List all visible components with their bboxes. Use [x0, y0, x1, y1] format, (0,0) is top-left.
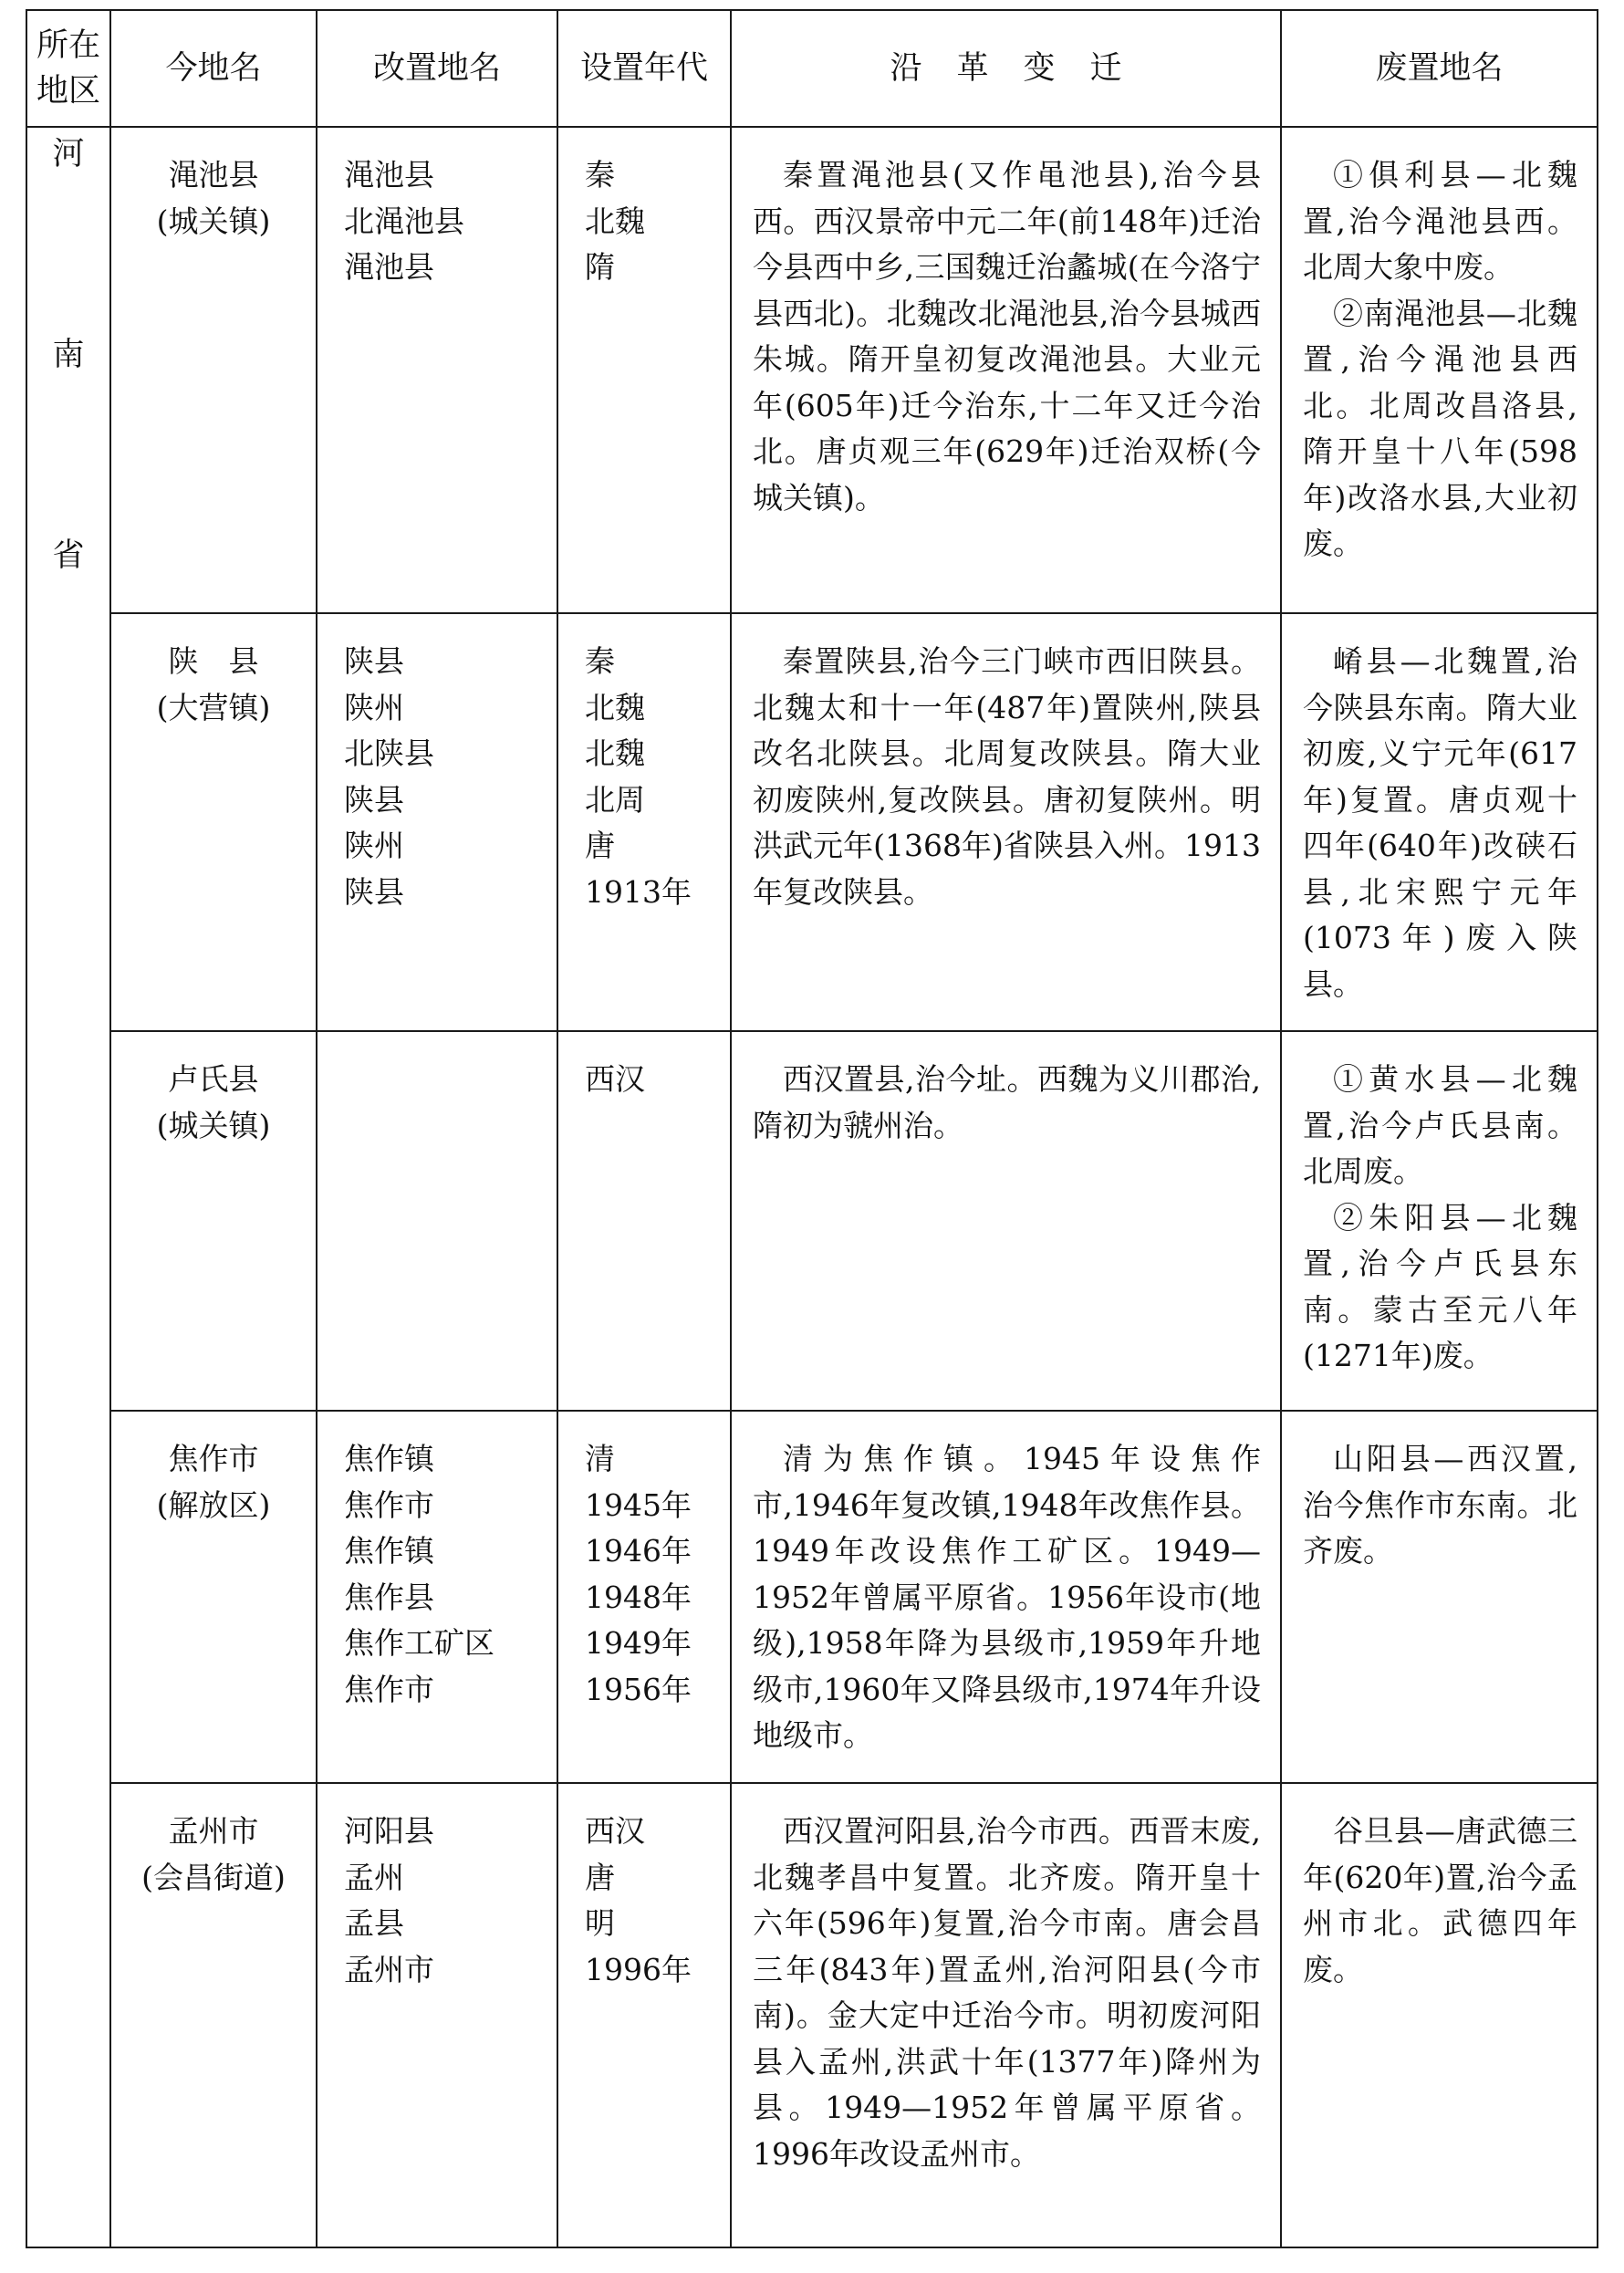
- renamed-item: 焦作工矿区: [344, 1625, 494, 1661]
- established-item: 1945年: [585, 1486, 692, 1523]
- region-char: 河: [52, 136, 85, 172]
- header-renamed: [317, 10, 557, 127]
- renamed-cell: [317, 613, 557, 1031]
- region-cell: [26, 127, 110, 2247]
- renamed-item: 渑池县: [344, 157, 434, 193]
- renamed-item: 焦作镇: [344, 1441, 434, 1476]
- history-cell: [731, 613, 1281, 1031]
- current-name: 陕 县: [168, 643, 259, 679]
- abolished-item: ②朱阳县—北魏置,治今卢氏县东南。蒙古至元八年(1271年)废。: [1303, 1199, 1577, 1373]
- established-item: 北周: [585, 781, 645, 818]
- header-region: [26, 10, 110, 127]
- renamed-item: 焦作县: [344, 1579, 434, 1615]
- renamed-item: 孟县: [344, 1905, 404, 1941]
- current-name-cell: [110, 1783, 317, 2247]
- established-item: 北魏: [585, 735, 645, 771]
- renamed-item: 渑池县: [344, 249, 434, 285]
- established-item: 1948年: [585, 1579, 692, 1615]
- established-item: 唐: [585, 828, 615, 863]
- abolished-item: 山阳县—西汉置,治今焦作市东南。北齐废。: [1303, 1441, 1577, 1569]
- table-row: [26, 613, 1598, 1031]
- region-char: 南: [52, 337, 85, 373]
- header-established: [557, 10, 731, 127]
- abolished-item: ②南渑池县—北魏置,治今渑池县西北。北周改昌洛县,隋开皇十八年(598年)改洛水县,大业初废。: [1303, 295, 1577, 561]
- renamed-item: 焦作镇: [344, 1533, 434, 1569]
- history-text: 西汉置河阳县,治今市西。西晋末废,北魏孝昌中复置。北齐废。隋开皇十六年(596年)复置,治今市南。唐会昌三年(843年)置孟州,治河阳县(今市南)。金大定中迁治今市。明初废河阳县入孟州,洪武十年(1377年)降州为县。1949—1952年曾属平原省。1996年改设孟州市。: [753, 1813, 1261, 2172]
- header-region-line2: 地区: [36, 73, 100, 109]
- renamed-item: 河阳县: [344, 1813, 434, 1849]
- renamed-item: 陕县: [344, 781, 404, 818]
- abolished-item: 谷旦县—唐武德三年(620年)置,治今孟州市北。武德四年废。: [1303, 1813, 1577, 1987]
- table-row: [26, 1783, 1598, 2247]
- renamed-cell: [317, 1411, 557, 1783]
- renamed-item: 陕县: [344, 873, 404, 910]
- header-current-name-text: 今地名: [165, 50, 262, 87]
- established-cell: [557, 1031, 731, 1411]
- abolished-item: 崤县—北魏置,治今陕县东南。隋大业初废,义宁元年(617年)复置。唐贞观十四年(640年)改硖石县,北宋熙宁元年(1073年)废入陕县。: [1303, 643, 1577, 1002]
- history-text: 西汉置县,治今址。西魏为义川郡治,隋初为虢州治。: [753, 1061, 1261, 1143]
- history-cell: [731, 127, 1281, 613]
- established-cell: [557, 1783, 731, 2247]
- table-row: [26, 127, 1598, 613]
- region-char: 省: [52, 537, 85, 574]
- renamed-item: 陕县: [344, 643, 404, 679]
- current-seat: (大营镇): [156, 689, 271, 725]
- header-abolished-text: 废置地名: [1375, 50, 1504, 87]
- established-item: 1956年: [585, 1671, 692, 1707]
- renamed-item: 北陕县: [344, 735, 434, 771]
- header-established-text: 设置年代: [579, 50, 708, 87]
- header-renamed-text: 改置地名: [372, 50, 501, 87]
- header-region-line1: 所在: [36, 27, 100, 64]
- renamed-cell: [317, 127, 557, 613]
- established-item: 明: [585, 1905, 615, 1941]
- established-item: 秦: [585, 643, 615, 679]
- established-cell: [557, 1411, 731, 1783]
- current-name-cell: [110, 127, 317, 613]
- current-seat: (城关镇): [156, 203, 271, 239]
- established-item: 1946年: [585, 1533, 692, 1569]
- renamed-cell: [317, 1783, 557, 2247]
- established-cell: [557, 127, 731, 613]
- header-history-text: 沿革变迁: [890, 50, 1157, 87]
- abolished-item: ①黄水县—北魏置,治今卢氏县南。北周废。: [1303, 1061, 1577, 1189]
- established-item: 1996年: [585, 1951, 692, 1987]
- abolished-cell: [1281, 613, 1598, 1031]
- established-item: 北魏: [585, 203, 645, 239]
- established-item: 清: [585, 1441, 615, 1476]
- renamed-item: 焦作市: [344, 1671, 434, 1707]
- abolished-cell: [1281, 1783, 1598, 2247]
- history-cell: [731, 1783, 1281, 2247]
- current-name-cell: [110, 1031, 317, 1411]
- current-name: 孟州市: [168, 1813, 259, 1849]
- history-text: 秦置渑池县(又作黾池县),治今县西。西汉景帝中元二年(前148年)迁治今县西中乡,三国魏迁治蠡城(在今洛宁县西北)。北魏改北渑池县,治今县城西朱城。隋开皇初复改渑池县。大业元年(605年)迁今治东,十二年又迁今治北。唐贞观三年(629年)迁治双桥(今城关镇)。: [753, 157, 1261, 516]
- current-name: 焦作市: [168, 1441, 259, 1476]
- history-text: 清为焦作镇。1945年设焦作市,1946年复改镇,1948年改焦作县。1949年改设焦作工矿区。1949—1952年曾属平原省。1956年设市(地级),1958年降为县级市,1959年升地级市,1960年又降县级市,1974年升设地级市。: [753, 1441, 1261, 1753]
- established-item: 1949年: [585, 1625, 692, 1661]
- established-item: 西汉: [585, 1813, 645, 1849]
- renamed-item: 焦作市: [344, 1486, 434, 1523]
- history-cell: [731, 1411, 1281, 1783]
- history-cell: [731, 1031, 1281, 1411]
- current-seat: (解放区): [156, 1486, 271, 1523]
- current-name-cell: [110, 1411, 317, 1783]
- header-row: [26, 10, 1598, 127]
- history-text: 秦置陕县,治今三门峡市西旧陕县。北魏太和十一年(487年)置陕州,陕县改名北陕县。北周复改陕县。隋大业初废陕州,复改陕县。唐初复陕州。明洪武元年(1368年)省陕县入州。1913年复改陕县。: [753, 643, 1261, 910]
- current-seat: (会昌街道): [141, 1859, 286, 1895]
- renamed-item: 孟州: [344, 1859, 404, 1895]
- header-history: [731, 10, 1281, 127]
- current-name-cell: [110, 613, 317, 1031]
- gazetteer-table: [26, 9, 1598, 2248]
- abolished-cell: [1281, 1411, 1598, 1783]
- renamed-cell: [317, 1031, 557, 1411]
- established-item: 北魏: [585, 689, 645, 725]
- table-row: [26, 1031, 1598, 1411]
- abolished-item: ①俱利县—北魏置,治今渑池县西。北周大象中废。: [1303, 157, 1577, 285]
- abolished-cell: [1281, 127, 1598, 613]
- current-name: 渑池县: [168, 157, 259, 193]
- header-current-name: [110, 10, 317, 127]
- header-abolished: [1281, 10, 1598, 127]
- established-item: 1913年: [585, 873, 692, 910]
- current-name: 卢氏县: [168, 1061, 259, 1097]
- established-item: 隋: [585, 249, 615, 285]
- established-cell: [557, 613, 731, 1031]
- current-seat: (城关镇): [156, 1107, 271, 1143]
- established-item: 唐: [585, 1859, 615, 1895]
- renamed-item: 北渑池县: [344, 203, 464, 239]
- renamed-item: 陕州: [344, 828, 404, 863]
- established-item: 秦: [585, 157, 615, 193]
- abolished-cell: [1281, 1031, 1598, 1411]
- table-row: [26, 1411, 1598, 1783]
- established-item: 西汉: [585, 1061, 645, 1097]
- renamed-item: 陕州: [344, 689, 404, 725]
- renamed-item: 孟州市: [344, 1951, 434, 1987]
